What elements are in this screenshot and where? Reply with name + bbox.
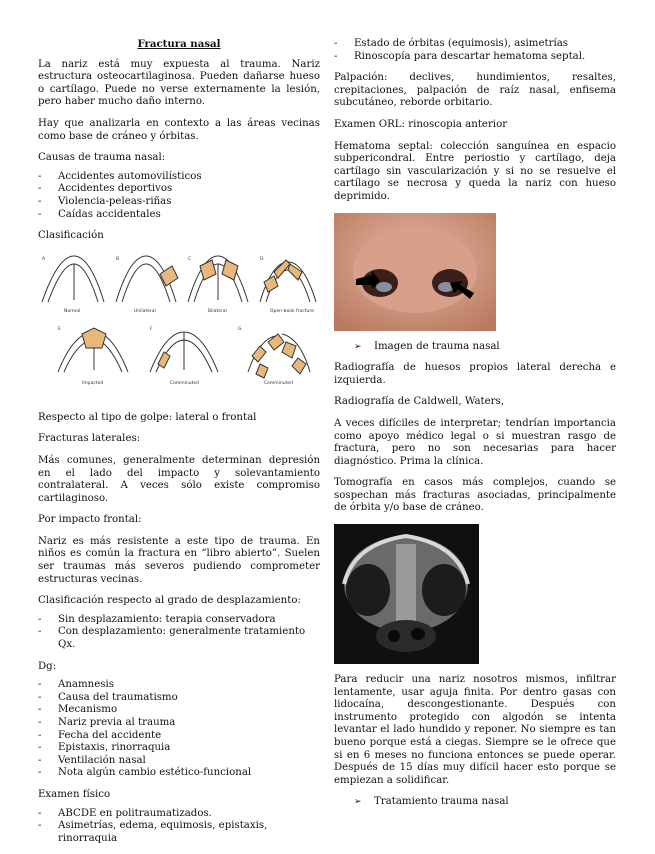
- diagram-comminuted-figure-2: [248, 334, 310, 378]
- list-item: - Accidentes automovilísticos: [38, 171, 320, 184]
- exam-heading: Examen físico: [38, 788, 111, 800]
- diagram-label-impacted: Impacted: [82, 380, 104, 386]
- list-item: - Nariz previa al trauma: [38, 717, 320, 730]
- list-item: - Fecha del accidente: [38, 730, 320, 743]
- right-column: [334, 38, 616, 818]
- arrow-bullet-icon: ➢: [354, 797, 362, 808]
- exam-list: [38, 808, 320, 846]
- difficult-interpretation-paragraph: A veces difíciles de interpretar; tendrían importancia como apoyo médico legal o si muestran rasgo de fractura, pero no son necesarias para hacer diagnóstico. Prima la clínica.: [334, 417, 616, 467]
- intro-paragraph: La nariz está muy expuesta al trauma. Nariz estructura osteocartilaginosa. Pueden dañarse hueso o cartílago. Puede no verse externamente la lesión, pero haber mucho daño interno.: [38, 58, 320, 108]
- left-column: [38, 38, 320, 854]
- blow-type-line: Respecto al tipo de golpe: lateral o frontal: [38, 411, 257, 423]
- list-item: [334, 341, 616, 354]
- palpation-paragraph: Palpación: declives, hundimientos, resaltes, crepitaciones, palpación de raíz nasal, enfisema subcutáneo, reborde orbitario.: [334, 72, 616, 109]
- list-item: - Violencia-peleas-riñas: [38, 196, 320, 209]
- treatment-caption: Tratamiento trauma nasal: [374, 796, 509, 808]
- septal-hematoma-paragraph: Hematoma septal: colección sanguínea en espacio subpericondral. Entre periostio y cartílago, deja cartílago sin vascularización y si no se resuelve el cartílago se necrosa y queda la nariz con hueso deprimido.: [334, 140, 616, 202]
- list-item: - Epistaxis, rinorraquia: [38, 742, 320, 755]
- frontal-heading: Por impacto frontal:: [38, 514, 142, 526]
- diagram-unilateral-figure: [116, 256, 178, 302]
- orl-line: Examen ORL: rinoscopia anterior: [334, 118, 508, 130]
- photo-caption-list: [334, 341, 616, 354]
- list-item: - Anamnesis: [38, 679, 320, 692]
- dg-list: [38, 679, 320, 780]
- list-item: - Asimetrías, edema, equimosis, epistaxis, rinorraquia: [38, 820, 320, 845]
- context-paragraph: Hay que analizarla en contexto a las áreas vecinas como base de cráneo y órbitas.: [38, 117, 320, 142]
- treatment-caption-list: [334, 796, 616, 809]
- list-item: - Nota algún cambio estético-funcional: [38, 767, 320, 780]
- diagram-label-open-book: Open-book fracture: [270, 308, 314, 314]
- diagram-letter-f: F: [150, 326, 153, 332]
- lateral-heading: Fracturas laterales:: [38, 433, 141, 445]
- tomography-paragraph: Tomografía en casos más complejos, cuando se sospechan más fracturas asociadas, principalmente de órbita y/o base de cráneo.: [334, 477, 616, 514]
- arrow-bullet-icon: ➢: [354, 341, 362, 352]
- displacement-list: [38, 614, 320, 652]
- list-item: - Caídas accidentales: [38, 209, 320, 222]
- nasal-trauma-photo: [334, 213, 496, 331]
- diagram-label-bilateral: Bilateral: [208, 308, 227, 314]
- list-item: - Ventilación nasal: [38, 755, 320, 768]
- diagram-letter-c: C: [188, 256, 192, 262]
- list-item: - Estado de órbitas (equimosis), asimetrías: [334, 38, 616, 51]
- reduction-paragraph: Para reducir una nariz nosotros mismos, infiltrar lentamente, usar aguja finita. Por dentro gasas con lidocaína, descongestionante. Después con instrumento protegido con algodón se intenta levantar el lado hundido y reponer. No siempre es tan bueno porque está a ciegas. Siempre se le ofrece que si en 6 meses no funciona entonces se puede operar. Después de 15 días muy difícil hacer esto porque se empiezan a solidificar.: [334, 674, 616, 786]
- diagram-label-unilateral: Unilateral: [134, 308, 156, 314]
- list-item: - Sin desplazamiento: terapia conservadora: [38, 614, 320, 627]
- diagram-letter-g: G: [238, 326, 242, 332]
- diagram-letter-e: E: [58, 326, 61, 332]
- fracture-classification-diagram: [38, 252, 320, 402]
- frontal-paragraph: Nariz es más resistente a este tipo de trauma. En niños es común la fractura en “libro abierto”. Suelen ser traumas más severos pudiendo comprometer estructuras vecinas.: [38, 535, 320, 585]
- diagram-label-comminuted-2: Comminuted: [264, 380, 294, 386]
- diagram-impacted-figure: [58, 328, 128, 372]
- diagram-label-comminuted-1: Comminuted: [170, 380, 200, 386]
- list-item: - Causa del traumatismo: [38, 692, 320, 705]
- photo-caption: Imagen de trauma nasal: [374, 340, 500, 352]
- diagram-bilateral-figure: [188, 256, 248, 302]
- exam-list-continued: [334, 38, 616, 63]
- list-item: - Con desplazamiento: generalmente tratamiento Qx.: [38, 626, 320, 651]
- list-item: - Accidentes deportivos: [38, 183, 320, 196]
- list-item: [334, 796, 616, 809]
- causes-heading: Causas de trauma nasal:: [38, 152, 166, 164]
- diagram-comminuted-figure-1: [150, 332, 218, 372]
- dg-heading: Dg:: [38, 660, 57, 672]
- ct-scan-image: [334, 524, 479, 664]
- displacement-heading: Clasificación respecto al grado de desplazamiento:: [38, 595, 301, 607]
- list-item: - Rinoscopía para descartar hematoma septal.: [334, 51, 616, 64]
- diagram-letter-a: A: [42, 256, 46, 262]
- causes-list: [38, 171, 320, 221]
- list-item: - ABCDE en politraumatizados.: [38, 808, 320, 821]
- diagram-letter-d: D: [260, 256, 264, 262]
- diagram-normal-figure: [42, 256, 104, 302]
- diagram-open-book-figure: [260, 260, 316, 302]
- diagram-letter-b: B: [116, 256, 120, 262]
- page-title: Fractura nasal: [137, 38, 221, 50]
- list-item: - Mecanismo: [38, 704, 320, 717]
- diagram-label-normal: Normal: [64, 308, 81, 314]
- xray-lateral-paragraph: Radiografía de huesos propios lateral derecha e izquierda.: [334, 362, 616, 386]
- classification-heading: Clasificación: [38, 230, 104, 242]
- xray-caldwell-line: Radiografía de Caldwell, Waters,: [334, 396, 504, 408]
- lateral-paragraph: Más comunes, generalmente determinan depresión en el lado del impacto y solevantamiento contralateral. A veces sólo existe compromiso cartilaginoso.: [38, 454, 320, 504]
